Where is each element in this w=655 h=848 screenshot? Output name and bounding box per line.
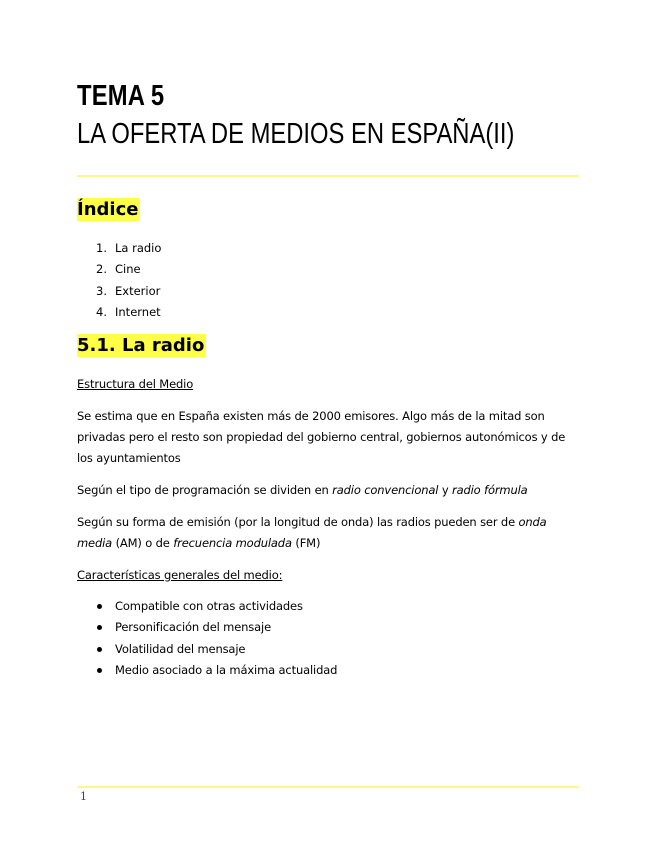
title-divider [77,175,579,177]
section-heading: 5.1. La radio [77,335,205,356]
paragraph-emission [77,512,582,554]
paragraph-text: y [438,483,452,497]
list-item-label: Compatible con otras actividades [115,599,303,613]
index-item-label: Internet [115,304,161,319]
paragraph-emphasis: onda media [77,515,547,550]
index-item [96,238,161,259]
index-item-number: 4. [96,304,107,319]
index-item-label: Cine [115,262,141,277]
bullet-icon [97,647,102,652]
page-number: 1 [80,790,87,803]
list-item [96,596,337,617]
document-title-line2: LA OFERTA DE MEDIOS EN ESPAÑA(II) [77,118,515,150]
document-title-line1: TEMA 5 [77,80,165,112]
index-item-number: 2. [96,262,107,277]
index-list [96,238,161,323]
subheading-characteristics: Características generales del medio: [77,568,283,582]
list-item [96,617,337,638]
bullet-icon [97,604,102,609]
list-item-label: Medio asociado a la máxima actualidad [115,662,338,677]
list-item-label: Volatilidad del mensaje [115,641,246,656]
list-item-label: Personificación del mensaje [115,620,272,635]
index-item-number: 1. [96,241,107,255]
paragraph-programming [77,480,582,501]
paragraph-emitters: Se estima que en España existen más de 2000 emisores. Algo más de la mitad son privadas pero el resto son propiedad del gobierno central, gobiernos autonómicos y de los ayuntamientos [77,409,566,465]
index-item [96,281,161,302]
footer-divider [77,786,579,788]
paragraph-emphasis: radio convencional [332,483,439,497]
paragraph-emphasis: frecuencia modulada [173,536,292,550]
index-item-label: La radio [115,241,162,255]
paragraph-text: (FM) [291,536,321,550]
bullet-icon [97,668,102,673]
index-item-number: 3. [96,283,107,298]
index-item [96,259,161,280]
index-item [96,302,161,323]
list-item [96,639,337,660]
paragraph-text: (AM) o de [112,536,174,550]
index-item-label: Exterior [115,283,161,298]
characteristics-list [96,596,337,681]
list-item [96,660,337,681]
paragraph-text: Según el tipo de programación se dividen en [77,483,333,497]
paragraph-text: Según su forma de emisión (por la longitud de onda) las radios pueden ser de [77,515,519,529]
subheading-structure: Estructura del Medio [77,377,194,391]
bullet-icon [97,625,102,630]
index-heading: Índice [77,199,139,220]
paragraph-emphasis: radio fórmula [452,483,528,497]
